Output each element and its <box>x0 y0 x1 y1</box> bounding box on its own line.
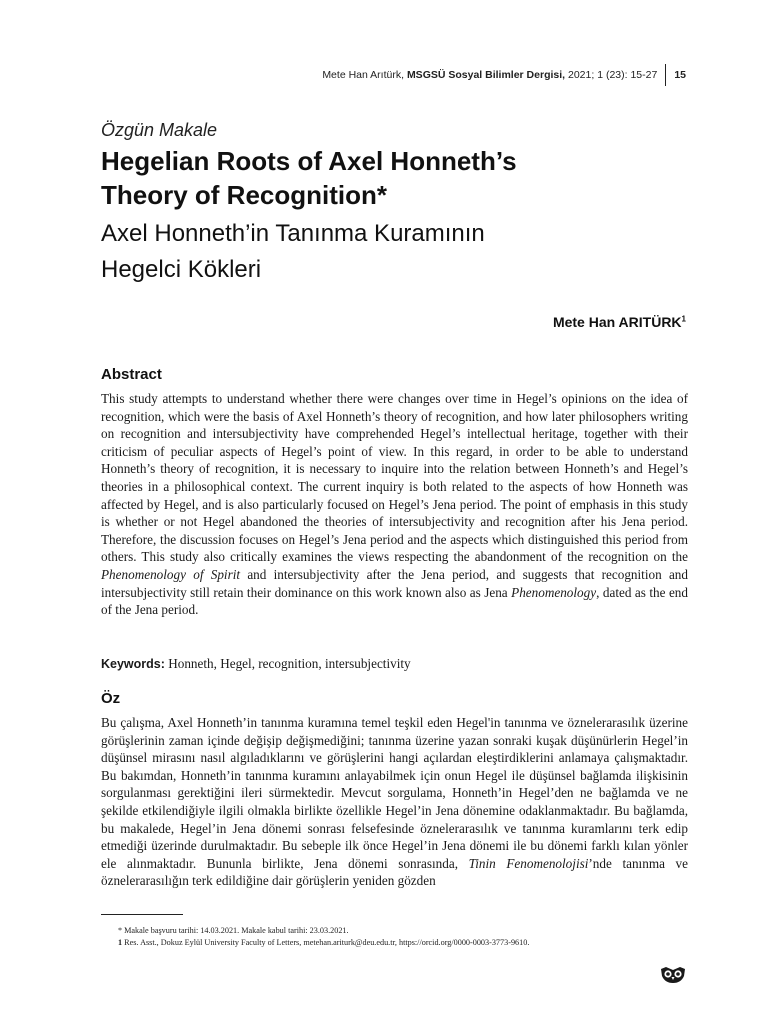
keywords-label: Keywords: <box>101 657 165 671</box>
running-head-divider <box>665 64 666 86</box>
running-head-journal: MSGSÜ Sosyal Bilimler Dergisi, <box>406 69 566 81</box>
title-turkish <box>101 216 661 288</box>
oz-text-part-1: Bu çalışma, Axel Honneth’in tanınma kuramına temel teşkil eden Hegel'in tanınma ve öznelerarasılık üzerine görüşlerinin zaman içinde değişip değişmediğini; tanınma üzerine yazan sonraki kuşak düşünürlerin Hegel’in düşünsel mirasını nasıl algıladıklarını ve görüşlerini hangi açılardan eleştirdiklerini anlamaya çalışmaktadır. Bu bakımdan, Honneth’in tanınma kuramını anlayabilmek için onun Hegel ile düşünsel bağlamda ilişkisinin sorgulanması gerektiğini ileri sürmektedir. Mevcut sorgulama, Honneth’in Hegel’den ne bağlamda ve ne şekilde etkilendiğiyle ilgili olmakla birlikte özellikle Hegel’in Jena dönemine odaklanmaktadır. Bu bağlamda, bu makalede, Hegel’in Jena dönemi sonrası felsefesinde öznelerarasılık ve tanınma kuramlarını terk edip etmediği üzerinde durulmaktadır. Bu sebeple ilk önce Hegel’in Jena dönemi ile bu dönemi farklı kılan yönler ele alınmaktadır. Bununla birlikte, Jena dönemi sonrasında, <box>101 715 688 871</box>
oz-italic-title: Tinin Fenomenolojisi <box>468 855 589 871</box>
title-english-line-1: Hegelian Roots of Axel Honneth’s <box>101 146 517 176</box>
footnote-star <box>118 925 688 937</box>
oz-text-part-2: ’nde tanınma ve öznelerarasılığın terk edildiğine dair görüşlerin yeniden gözden <box>101 855 688 889</box>
title-english-line-2: Theory of Recognition* <box>101 180 387 210</box>
footnote-star-mark: * <box>118 926 123 935</box>
title-english <box>101 144 661 212</box>
abstract-text-part-3: , dated as the end of the Jena period. <box>101 584 688 618</box>
footnotes <box>118 925 688 949</box>
oz-heading: Öz <box>101 690 121 707</box>
title-turkish-line-2: Hegelci Kökleri <box>101 256 262 283</box>
keywords-line <box>101 656 688 672</box>
abstract-italic-title-2: Phenomenology <box>511 584 597 600</box>
oz-body <box>101 714 688 890</box>
footnote-rule <box>101 914 183 915</box>
page-number: 15 <box>674 69 686 81</box>
abstract-italic-title-1: Phenomenology of Spirit <box>101 566 241 582</box>
footnote-star-text: Makale başvuru tarihi: 14.03.2021. Makale kabul tarihi: 23.03.2021. <box>122 926 349 935</box>
running-head-author: Mete Han Arıtürk, <box>322 69 405 81</box>
owl-logo-icon <box>660 966 686 984</box>
abstract-text-part-1: This study attempts to understand whether there were changes over time in Hegel’s opinions on the idea of recognition, which were the basis of Axel Honneth’s theory of recognition, and how later philosophers writing on recognition and intersubjectivity have comprehended Hegel’s intellectual heritage, together with their criticism of peculiar aspects of Hegel’s point of view. In this regard, in order to be able to understand Honneth’s theory of recognition, it is necessary to inquire into the relation between Honneth’s and Hegel’s theories in a philosophical context. The current inquiry is both related to the aspects of how Honneth was affected by Hegel, and is also particularly focused on Hegel’s Jena period. The point of emphasis in this study is whether or not Hegel abandoned the theories of intersubjectivity and recognition after his Jena period. Therefore, the discussion focuses on Hegel’s Jena period and the aspects which distinguished this period from others. This study also critically examines the views respecting the abandonment of the recognition on the <box>101 391 688 565</box>
author-name-text: Mete Han ARITÜRK <box>552 314 682 330</box>
footnote-one-mark: 1 <box>118 938 123 947</box>
author-footnote-mark: 1 <box>681 314 686 324</box>
article-type-label: Özgün Makale <box>101 120 218 140</box>
author-name <box>553 314 686 330</box>
running-head-issue: 2021; 1 (23): 15-27 <box>568 69 658 81</box>
keywords-value: Honneth, Hegel, recognition, intersubjectivity <box>164 656 411 671</box>
footnote-one-text: Res. Asst., Dokuz Eylül University Faculty of Letters, metehan.ariturk@deu.edu.tr, https://orcid.org/0000-0003-3773-9610. <box>122 938 530 947</box>
footnote-one <box>118 937 688 949</box>
running-head <box>322 64 686 86</box>
title-turkish-line-1: Axel Honneth’in Tanınma Kuramının <box>101 220 485 247</box>
abstract-heading: Abstract <box>101 366 162 383</box>
abstract-text-part-2: and intersubjectivity after the Jena period, and suggests that recognition and intersubjectivity still retain their dominance on this work known also as Jena <box>101 566 688 600</box>
abstract-body <box>101 390 688 619</box>
